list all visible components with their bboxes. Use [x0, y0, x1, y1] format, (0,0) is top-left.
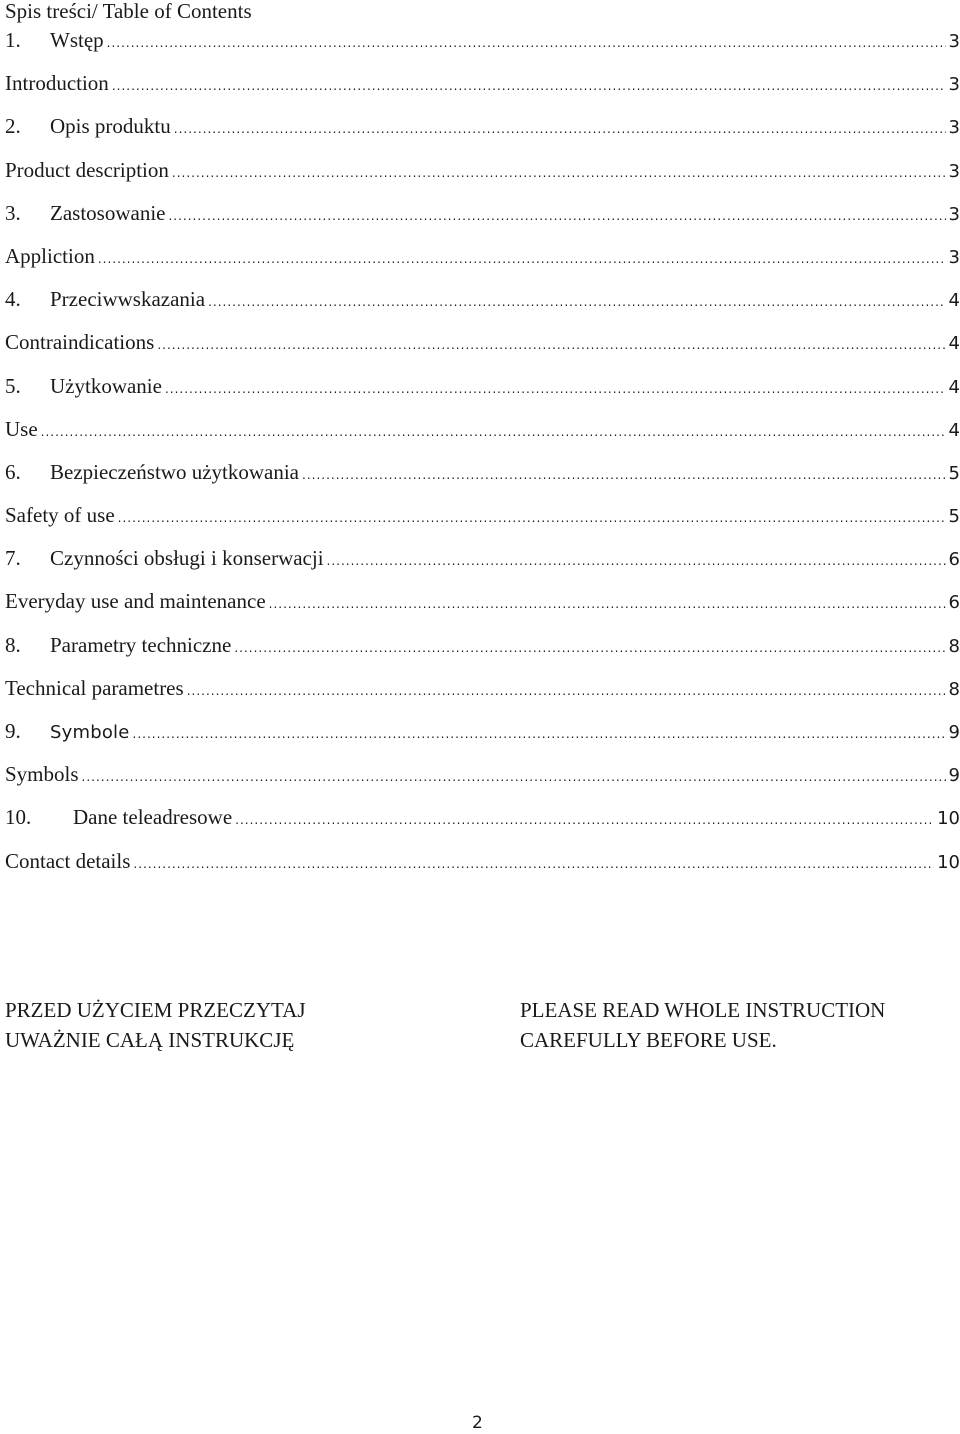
- toc-entry-5-pl[interactable]: [5, 374, 960, 417]
- toc-entry-3-en[interactable]: [5, 244, 960, 287]
- toc-entry-page: 4: [948, 333, 960, 355]
- toc-entry-number: 6.: [5, 459, 21, 484]
- toc-entry-9-en[interactable]: [5, 762, 960, 805]
- toc-entry-4-en[interactable]: [5, 330, 960, 373]
- dot-leader: [187, 679, 946, 703]
- dot-leader: [302, 463, 946, 487]
- toc-entry-title: Opis produktu: [50, 114, 171, 139]
- toc-list: [5, 28, 960, 892]
- dot-leader: [235, 808, 934, 832]
- toc-entry-8-pl[interactable]: [5, 633, 960, 676]
- toc-entry-title: Czynności obsługi i konserwacji: [50, 546, 324, 571]
- notice-line: PLEASE READ WHOLE INSTRUCTION: [520, 998, 886, 1022]
- toc-entry-title: Symbols: [5, 762, 79, 787]
- toc-entry-title: Przeciwwskazania: [50, 287, 206, 312]
- toc-entry-7-en[interactable]: [5, 589, 960, 632]
- toc-entry-2-pl[interactable]: [5, 114, 960, 157]
- dot-leader: [165, 377, 946, 401]
- dot-leader: [168, 204, 945, 228]
- toc-entry-4-pl[interactable]: [5, 287, 960, 330]
- toc-entry-number: 7.: [5, 546, 21, 571]
- toc-entry-10-pl[interactable]: [5, 805, 960, 848]
- dot-leader: [112, 74, 946, 98]
- dot-leader: [234, 636, 945, 660]
- toc-entry-number: 8.: [5, 632, 21, 657]
- read-instructions-notice-pl: [5, 995, 306, 1055]
- dot-leader: [82, 765, 946, 789]
- toc-entry-page: 4: [948, 419, 960, 441]
- notice-line: UWAŻNIE CAŁĄ INSTRUKCJĘ: [5, 1028, 295, 1052]
- dot-leader: [174, 117, 946, 141]
- toc-entry-page: 3: [948, 246, 960, 268]
- toc-entry-title: Contact details: [5, 848, 131, 873]
- toc-entry-page: 9: [948, 765, 960, 787]
- toc-entry-page: 5: [948, 506, 960, 528]
- toc-entry-page: 3: [948, 160, 960, 182]
- toc-entry-number: 1.: [5, 28, 21, 52]
- page-number: 2: [472, 1413, 483, 1433]
- toc-entry-title: Everyday use and maintenance: [5, 589, 266, 614]
- dot-leader: [208, 290, 945, 314]
- toc-entry-page: 10: [937, 808, 960, 830]
- toc-entry-title: Product description: [5, 157, 169, 182]
- notice-line: CAREFULLY BEFORE USE.: [520, 1028, 777, 1052]
- toc-entry-title: Parametry techniczne: [50, 632, 232, 657]
- dot-leader: [172, 161, 946, 185]
- toc-entry-page: 6: [948, 592, 960, 614]
- toc-entry-number: 2.: [5, 114, 21, 139]
- toc-entry-3-pl[interactable]: [5, 201, 960, 244]
- toc-entry-6-pl[interactable]: [5, 460, 960, 503]
- toc-entry-title: Use: [5, 416, 38, 441]
- toc-entry-title: Safety of use: [5, 503, 115, 528]
- dot-leader: [118, 506, 946, 530]
- toc-entry-number: 9.: [5, 719, 21, 743]
- toc-entry-8-en[interactable]: [5, 676, 960, 719]
- toc-entry-page: 8: [948, 678, 960, 700]
- toc-entry-title: Bezpieczeństwo użytkowania: [50, 459, 299, 484]
- toc-entry-2-en[interactable]: [5, 158, 960, 201]
- toc-entry-number: 4.: [5, 287, 21, 312]
- toc-entry-number: 5.: [5, 373, 21, 398]
- toc-entry-title: Introduction: [5, 71, 109, 96]
- toc-entry-1-pl[interactable]: [5, 28, 960, 71]
- notice-line: PRZED UŻYCIEM PRZECZYTAJ: [5, 998, 306, 1022]
- toc-entry-page: 3: [948, 31, 960, 52]
- toc-entry-page: 3: [948, 203, 960, 225]
- toc-entry-page: 6: [948, 549, 960, 571]
- dot-leader: [327, 549, 946, 573]
- toc-entry-title: Dane teleadresowe: [73, 805, 233, 830]
- toc-entry-title: Wstęp: [50, 28, 104, 52]
- dot-leader: [41, 420, 946, 444]
- dot-leader: [269, 592, 946, 616]
- toc-entry-page: 10: [937, 851, 960, 873]
- toc-entry-title: Technical parametres: [5, 675, 184, 700]
- toc-entry-9-pl[interactable]: [5, 719, 960, 762]
- toc-heading: Spis treści/ Table of Contents: [5, 0, 252, 23]
- toc-entry-title: Symbole: [50, 722, 130, 743]
- toc-entry-title: Zastosowanie: [50, 200, 166, 225]
- toc-entry-5-en[interactable]: [5, 417, 960, 460]
- dot-leader: [157, 333, 945, 357]
- toc-entry-10-en[interactable]: [5, 849, 960, 892]
- toc-entry-number: 3.: [5, 200, 21, 225]
- toc-entry-1-en[interactable]: [5, 71, 960, 114]
- toc-entry-title: Użytkowanie: [50, 373, 162, 398]
- toc-entry-page: 3: [948, 74, 960, 96]
- toc-entry-title: Contraindications: [5, 330, 155, 355]
- toc-entry-number: 10.: [5, 805, 32, 830]
- toc-entry-title: Appliction: [5, 243, 95, 268]
- toc-entry-page: 4: [948, 290, 960, 312]
- toc-entry-page: 9: [948, 722, 960, 743]
- toc-entry-page: 5: [948, 462, 960, 484]
- toc-entry-6-en[interactable]: [5, 503, 960, 546]
- dot-leader: [133, 722, 946, 746]
- read-instructions-notice-en: [520, 995, 885, 1055]
- toc-entry-page: 8: [948, 635, 960, 657]
- toc-entry-7-pl[interactable]: [5, 546, 960, 589]
- toc-entry-page: 3: [948, 117, 960, 139]
- toc-entry-page: 4: [948, 376, 960, 398]
- dot-leader: [133, 852, 934, 876]
- dot-leader: [98, 247, 946, 271]
- dot-leader: [107, 31, 946, 55]
